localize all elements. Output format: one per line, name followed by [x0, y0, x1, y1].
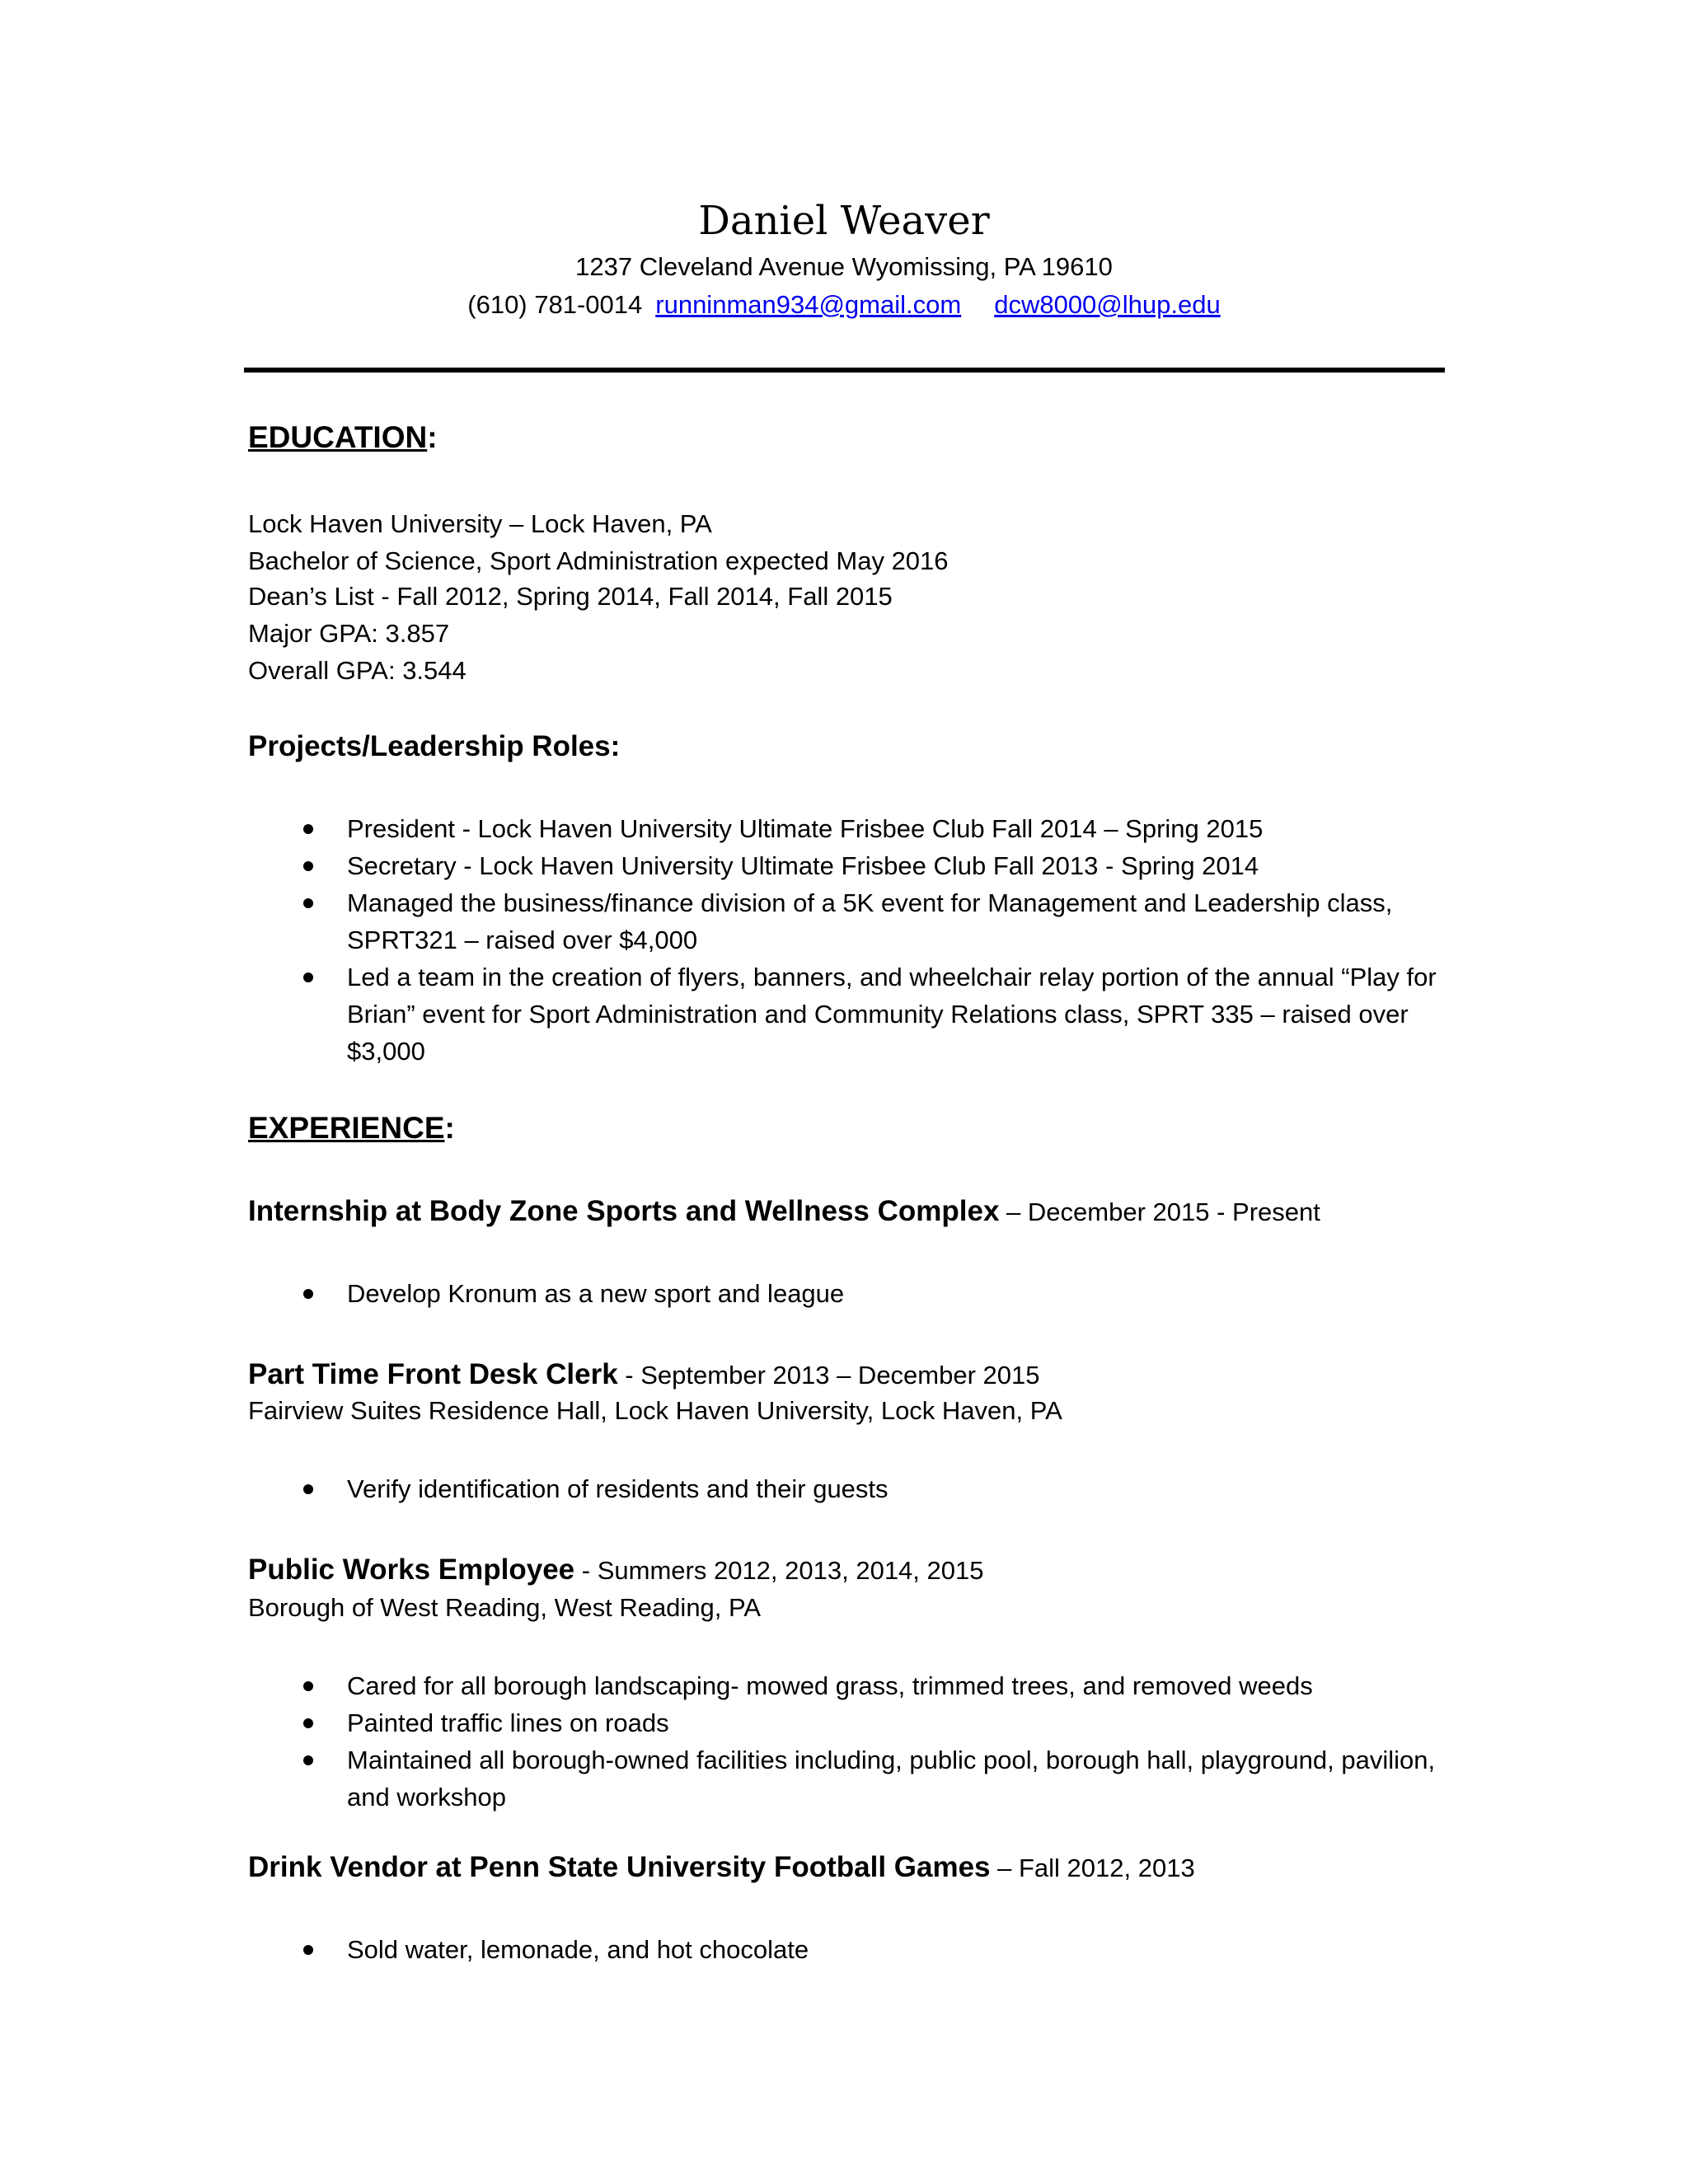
projects-bullet-1: President - Lock Haven University Ultimate Frisbee Club Fall 2014 – Spring 2015 — [347, 814, 1264, 843]
experience-heading-text: EXPERIENCE — [248, 1111, 445, 1145]
projects-bullet-3: Managed the business/finance division of a 5K event for Management and Leadership class, SPRT321 – raised over $4,000 — [347, 888, 1393, 954]
bullet-icon — [303, 1945, 313, 1955]
education-line-degree: Bachelor of Science, Sport Administration expected May 2016 — [248, 546, 949, 575]
job-separator: – — [999, 1197, 1028, 1226]
candidate-name: Daniel Weaver — [698, 198, 990, 244]
job-title: Public Works Employee — [248, 1554, 575, 1586]
bullet-icon — [303, 898, 313, 908]
job-heading-drink-vendor — [248, 1849, 1195, 1886]
job-heading-public-works — [248, 1552, 984, 1589]
projects-bullet-2: Secretary - Lock Haven University Ultimate Frisbee Club Fall 2013 - Spring 2014 — [347, 851, 1259, 880]
job-bullet: Sold water, lemonade, and hot chocolate — [347, 1935, 809, 1964]
contact-line — [0, 288, 1688, 321]
experience-heading-colon: : — [444, 1111, 455, 1145]
bullet-icon — [303, 1289, 313, 1299]
bullet-icon — [303, 1755, 313, 1765]
address-line: 1237 Cleveland Avenue Wyomissing, PA 19610 — [575, 252, 1113, 281]
job-heading-front-desk — [248, 1357, 1040, 1394]
education-line-university: Lock Haven University – Lock Haven, PA — [248, 509, 712, 538]
job-dates: December 2015 - Present — [1027, 1197, 1320, 1226]
job-location: Borough of West Reading, West Reading, PA — [248, 1593, 762, 1622]
education-line-deans-list: Dean’s List - Fall 2012, Spring 2014, Fall 2014, Fall 2015 — [248, 582, 893, 611]
education-heading-colon: : — [427, 420, 438, 454]
job-dates: September 2013 – December 2015 — [640, 1361, 1040, 1390]
projects-bullet-4: Led a team in the creation of flyers, banners, and wheelchair relay portion of the annual “Play for Brian” event for Sport Administration and Community Relations class, SPRT 335 – raised over $3,000 — [347, 963, 1437, 1066]
job-separator: - — [574, 1556, 598, 1585]
job-title: Drink Vendor at Penn State University Football Games — [248, 1851, 991, 1883]
education-line-major-gpa: Major GPA: 3.857 — [248, 619, 450, 648]
phone-number: (610) 781-0014 — [467, 290, 643, 319]
job-bullet: Cared for all borough landscaping- mowed grass, trimmed trees, and removed weeds — [347, 1671, 1313, 1700]
experience-heading — [248, 1109, 455, 1147]
bullet-icon — [303, 1484, 313, 1494]
email-link-secondary[interactable]: dcw8000@lhup.edu — [994, 290, 1221, 319]
job-heading-internship — [248, 1193, 1320, 1230]
job-bullet: Painted traffic lines on roads — [347, 1708, 669, 1737]
header-divider — [244, 368, 1445, 373]
job-bullet: Verify identification of residents and their guests — [347, 1474, 889, 1503]
job-separator: – — [990, 1854, 1019, 1882]
bullet-icon — [303, 1681, 313, 1691]
job-title: Part Time Front Desk Clerk — [248, 1358, 618, 1390]
projects-heading: Projects/Leadership Roles: — [248, 730, 621, 762]
job-bullet: Develop Kronum as a new sport and league — [347, 1279, 845, 1308]
bullet-icon — [303, 972, 313, 982]
bullet-icon — [303, 824, 313, 834]
job-separator: - — [617, 1361, 641, 1390]
bullet-icon — [303, 861, 313, 871]
education-heading — [248, 419, 438, 457]
bullet-icon — [303, 1718, 313, 1728]
job-dates: Summers 2012, 2013, 2014, 2015 — [597, 1556, 984, 1585]
education-line-overall-gpa: Overall GPA: 3.544 — [248, 656, 467, 685]
job-dates: Fall 2012, 2013 — [1018, 1854, 1195, 1882]
job-bullet: Maintained all borough-owned facilities including, public pool, borough hall, playground, pavilion, and workshop — [347, 1746, 1436, 1811]
email-link-primary[interactable]: runninman934@gmail.com — [655, 290, 962, 319]
education-heading-text: EDUCATION — [248, 420, 428, 454]
job-title: Internship at Body Zone Sports and Wellness Complex — [248, 1195, 1000, 1227]
job-location: Fairview Suites Residence Hall, Lock Haven University, Lock Haven, PA — [248, 1396, 1062, 1425]
